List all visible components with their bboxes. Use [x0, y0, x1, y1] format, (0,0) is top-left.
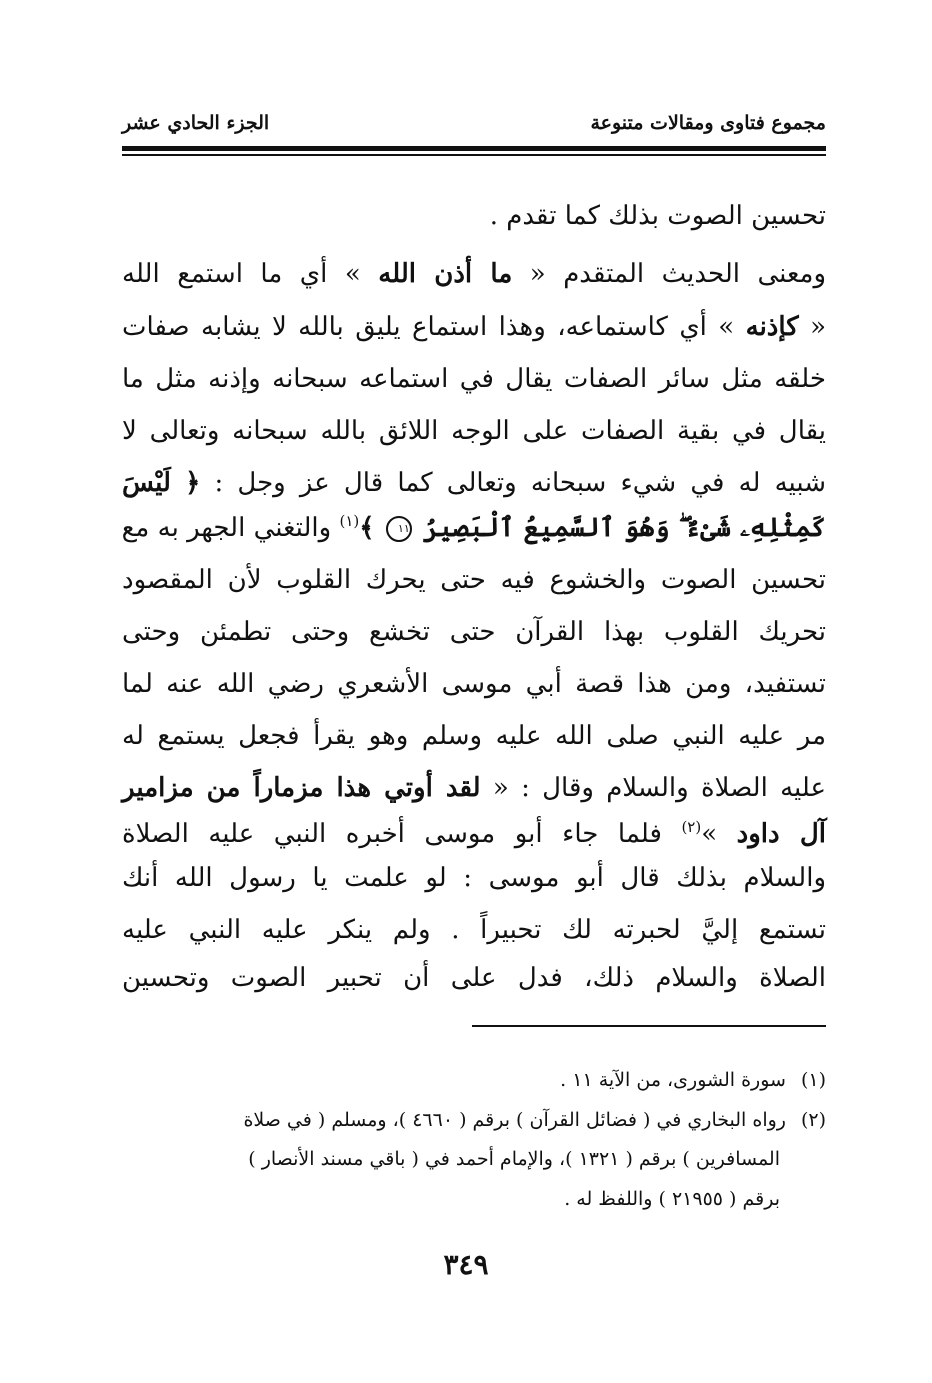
footnote-2-cont [76, 1184, 826, 1214]
text-run: تستفيد، ومن هذا قصة أبي موسى الأشعري رضي الله عنه لما [122, 669, 826, 699]
text-run: عليه الصلاة والسلام وقال : « [492, 773, 827, 803]
quran-verse: كَمِثْلِهِۦ شَىْءٌ ۖ وَهُوَ ٱلسَّمِيعُ ٱلْبَصِيرُ [423, 513, 826, 543]
footnote-text: المسافرين ) برقم ( ١٣٢١ )، والإمام أحمد في ( باقي مسند الأنصار ) [248, 1148, 780, 1170]
footnote-2-cont [76, 1144, 826, 1174]
footnote-1 [122, 1065, 826, 1095]
text-run: تستمع إليَّ لحبرته لك تحبيراً . ولم ينكر عليه النبي عليه [122, 915, 826, 945]
body-line [122, 612, 826, 652]
text-run: خلقه مثل سائر الصفات يقال في استماعه سبحانه وإذنه مثل ما [122, 364, 826, 394]
footnote-text: سورة الشورى، من الآية ١١ . [560, 1069, 786, 1091]
body-line [122, 958, 826, 998]
text-run: « [810, 312, 827, 342]
text-run: ومعنى الحديث المتقدم « [529, 259, 827, 289]
body-line [122, 359, 826, 399]
hadith-quote: آل داود [736, 819, 827, 849]
body-line [122, 307, 826, 347]
text-run: يقال في بقية الصفات على الوجه اللائق بالله سبحانه وتعالى لا [122, 416, 826, 446]
body-line [122, 814, 826, 854]
book-title: مجموع فتاوى ومقالات متنوعة [590, 112, 826, 134]
hadith-quote: ما أذن الله [378, 259, 513, 289]
quran-bracket-open: ﴿ [185, 468, 201, 498]
footnote-ref: (١) [339, 512, 360, 530]
text-run: والتغني الجهر به مع [121, 513, 332, 543]
body-line [122, 411, 826, 451]
footnote-text: برقم ( ٢١٩٥٥ ) واللفظ له . [564, 1188, 780, 1210]
body-line [122, 858, 826, 898]
hadith-quote: لقد أوتي هذا مزماراً من مزامير [122, 773, 481, 803]
text-run: الصلاة والسلام ذلك، فدل على أن تحبير الصوت وتحسين [122, 963, 826, 993]
text-run: والسلام بذلك قال أبو موسى : لو علمت يا رسول الله أنك [122, 863, 826, 893]
text-run: » أي ما استمع الله [122, 259, 361, 289]
footnote-number: (٢) [800, 1109, 826, 1131]
body-line [122, 254, 826, 294]
running-header [122, 112, 826, 144]
quran-bracket-close: ﴾ [359, 513, 375, 543]
body-line [122, 716, 826, 756]
quran-verse: لَيْسَ [122, 468, 171, 498]
body-line [122, 508, 826, 548]
ayah-number-mark: ١١ [386, 516, 412, 542]
text-run: شبيه له في شيء سبحانه وتعالى كما قال عز وجل : [214, 468, 827, 498]
body-line [122, 560, 826, 600]
header-rule-thick [122, 146, 826, 151]
footnote-separator [472, 1025, 826, 1027]
text-run: تحسين الصوت بذلك كما تقدم . [489, 201, 826, 231]
text-run: تحريك القلوب بهذا القرآن حتى تخشع وحتى تطمئن وحتى [122, 617, 826, 647]
footnote-text: رواه البخاري في ( فضائل القرآن ) برقم ( ٤٦٦٠ )، ومسلم ( في صلاة [243, 1109, 786, 1131]
body-line [122, 664, 826, 704]
footnote-2 [122, 1105, 826, 1135]
text-run: » [701, 819, 718, 849]
footnote-ref: (٢) [681, 818, 702, 836]
text-run: مر عليه النبي صلى الله عليه وسلم وهو يقرأ فجعل يستمع له [122, 721, 826, 751]
text-run: » أي كاستماعه، وهذا استماع يليق بالله لا يشابه صفات [122, 312, 735, 342]
body-line [122, 910, 826, 950]
text-run: فلما جاء أبو موسى أخبره النبي عليه الصلاة [122, 819, 662, 849]
page-number: ٣٤٩ [443, 1248, 489, 1281]
header-rule-thin [122, 154, 826, 156]
body-line [122, 768, 826, 808]
text-run: تحسين الصوت والخشوع فيه حتى يحرك القلوب لأن المقصود [122, 565, 826, 595]
hadith-quote: كإذنه [745, 312, 799, 342]
body-line [122, 196, 826, 236]
volume-label: الجزء الحادي عشر [122, 112, 270, 134]
footnote-number: (١) [800, 1069, 826, 1091]
body-line [122, 463, 826, 503]
